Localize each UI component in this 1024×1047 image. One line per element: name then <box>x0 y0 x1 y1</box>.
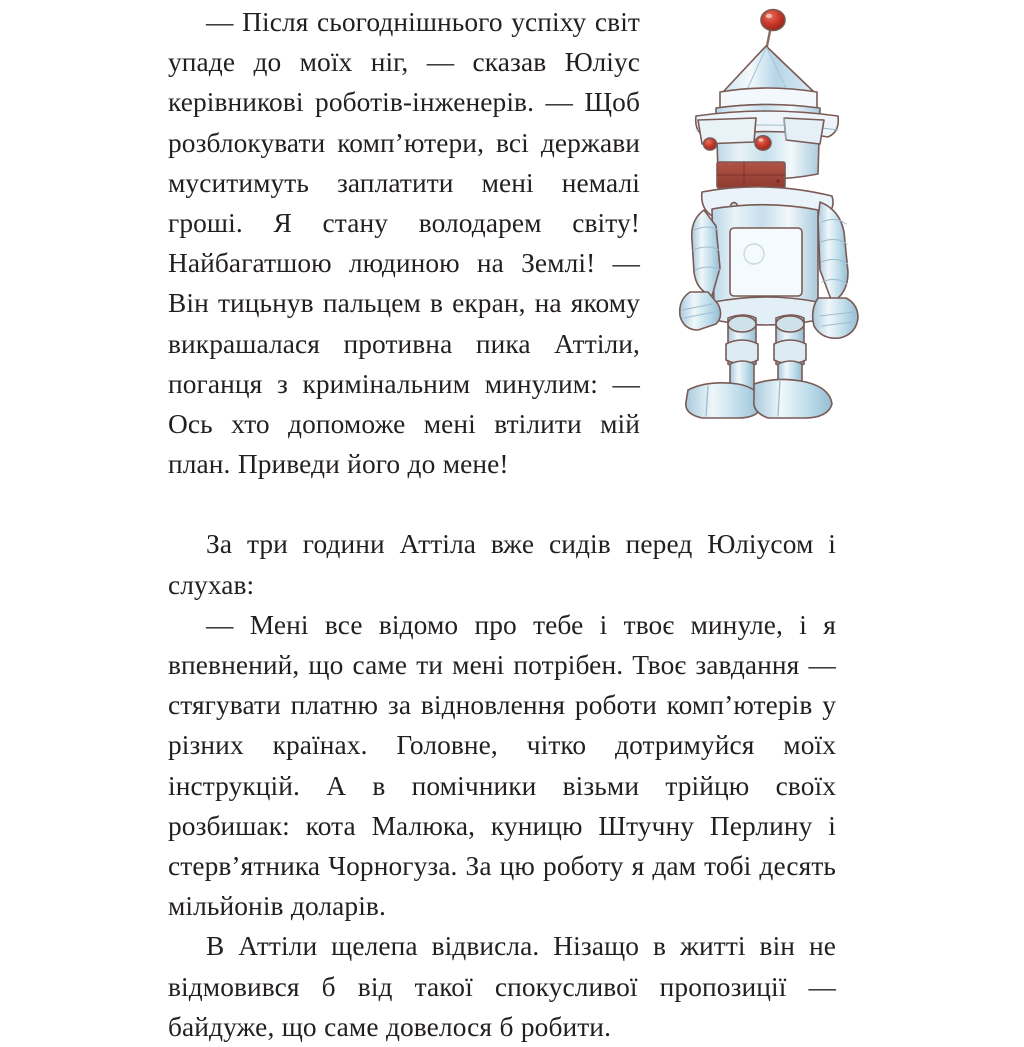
paragraph-1: — Після сьогоднішнього успіху світ упаде до моїх ніг, — сказав Юліус керівникові роботів-інженерів. — Щоб розблокувати комп’ютери, всі держави муситимуть заплатити мені немалі гроші. Я стану володарем світу! Найбагатшою людиною на Землі! — Він тицьнув пальцем в екран, на якому викрашалася противна пика Аттіли, поганця з кримінальним минулим: — Ось хто допоможе мені втілити мій план. Приведи його до мене! <box>168 7 640 480</box>
paragraph-4: В Аттіли щелепа відвисла. Нізащо в житті він не відмовився б від такої спокусливої пропозиції — байдуже, що саме довелося б робити. <box>168 931 836 1042</box>
paragraph-2: За три години Аттіла вже сидів перед Юліусом і слухав: <box>168 529 836 600</box>
paragraph-wrap <box>168 2 836 484</box>
paragraph-3: — Мені все відомо про тебе і твоє минуле, і я впевнений, що саме ти мені потрібен. Твоє завдання — стягувати платню за відновлення роботи комп’ютерів у різних країнах. Головне, чітко дотримуйся моїх інструкцій. А в помічники візьми трійцю своїх розбишак: кота Малюка, куницю Штучну Перлину і стерв’ятника Чорногуза. За цю роботу я дам тобі десять мільйонів доларів. <box>168 609 836 922</box>
page-text <box>168 2 836 1047</box>
illustration-text-wrap-gap <box>640 2 836 414</box>
